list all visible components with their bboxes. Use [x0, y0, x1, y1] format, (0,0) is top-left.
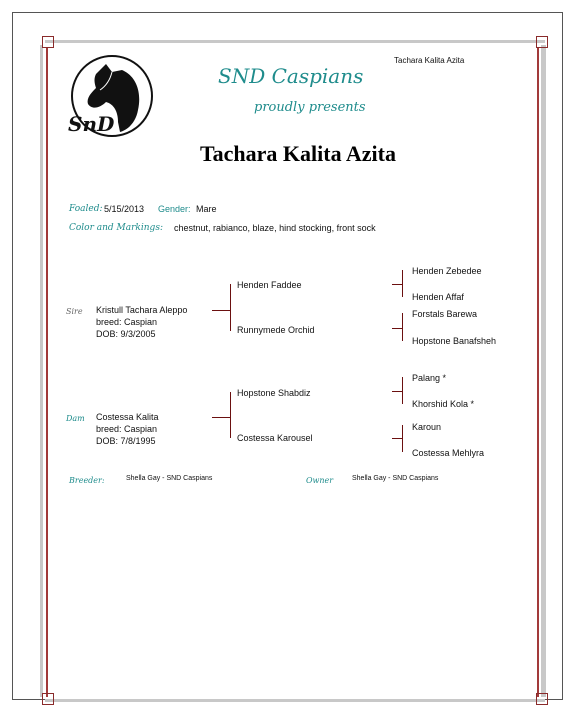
top-right-name: Tachara Kalita Azita: [394, 56, 465, 65]
gender-label: Gender:: [158, 204, 191, 214]
connector-ds-h: [392, 391, 402, 392]
sire-name: Kristull Tachara Aleppo: [96, 305, 188, 315]
connector-ds-v: [402, 377, 403, 404]
sire-sire-dam: Henden Affaf: [412, 292, 464, 302]
connector-sd-v: [402, 313, 403, 341]
frame-bottom: [45, 699, 545, 702]
corner-top-right: [536, 36, 548, 48]
frame-top: [45, 40, 545, 43]
sire-sire: Henden Faddee: [237, 280, 302, 290]
connector-sire-v: [230, 284, 231, 331]
logo-text: SnD: [68, 112, 115, 136]
dam-dam-dam: Costessa Mehlyra: [412, 448, 485, 458]
sire-dam: Runnymede Orchid: [237, 325, 315, 335]
foaled-value: 5/15/2013: [104, 204, 145, 214]
connector-sire-h: [212, 310, 230, 311]
sire-dam-dam: Hopstone Banafsheh: [412, 336, 497, 346]
horse-name-title: Tachara Kalita Azita: [200, 141, 396, 166]
frame-left-red: [46, 47, 48, 697]
sire-breed: breed: Caspian: [96, 317, 158, 327]
frame-right-red: [537, 47, 539, 697]
sire-dob: DOB: 9/3/2005: [96, 329, 156, 339]
connector-ss-v: [402, 270, 403, 297]
frame-left: [40, 45, 43, 697]
foaled-label: Foaled:: [69, 204, 103, 214]
connector-sd-h: [392, 328, 402, 329]
sire-dam-sire: Forstals Barewa: [412, 309, 478, 319]
color-value: chestnut, rabianco, blaze, hind stocking, front sock: [174, 223, 376, 233]
corner-bottom-left: [42, 693, 54, 705]
corner-top-left: [42, 36, 54, 48]
farm-name: SND Caspians: [218, 64, 364, 88]
dam-breed: breed: Caspian: [96, 424, 158, 434]
connector-dam-h: [212, 417, 230, 418]
gender-value: Mare: [196, 204, 217, 214]
tagline: proudly presents: [254, 100, 366, 115]
connector-dd-v: [402, 425, 403, 452]
owner-value: Shella Gay - SND Caspians: [352, 475, 439, 482]
dam-sire-sire: Palang *: [412, 373, 447, 383]
dam-dam: Costessa Karousel: [237, 433, 313, 443]
dam-sire-dam: Khorshid Kola *: [412, 399, 475, 409]
corner-bottom-right: [536, 693, 548, 705]
owner-label: Owner: [306, 476, 334, 485]
dam-label: Dam: [66, 414, 85, 423]
frame-right: [541, 45, 546, 697]
connector-dd-h: [392, 438, 402, 439]
connector-dam-v: [230, 392, 231, 438]
sire-label: Sire: [66, 307, 83, 316]
sire-sire-sire: Henden Zebedee: [412, 266, 482, 276]
connector-ss-h: [392, 284, 402, 285]
dam-dam-sire: Karoun: [412, 422, 442, 432]
breeder-value: Shella Gay - SND Caspians: [126, 475, 213, 482]
dam-sire: Hopstone Shabdiz: [237, 388, 311, 398]
breeder-label: Breeder:: [69, 476, 105, 485]
color-label: Color and Markings:: [69, 223, 163, 233]
dam-name: Costessa Kalita: [96, 412, 159, 422]
dam-dob: DOB: 7/8/1995: [96, 436, 156, 446]
